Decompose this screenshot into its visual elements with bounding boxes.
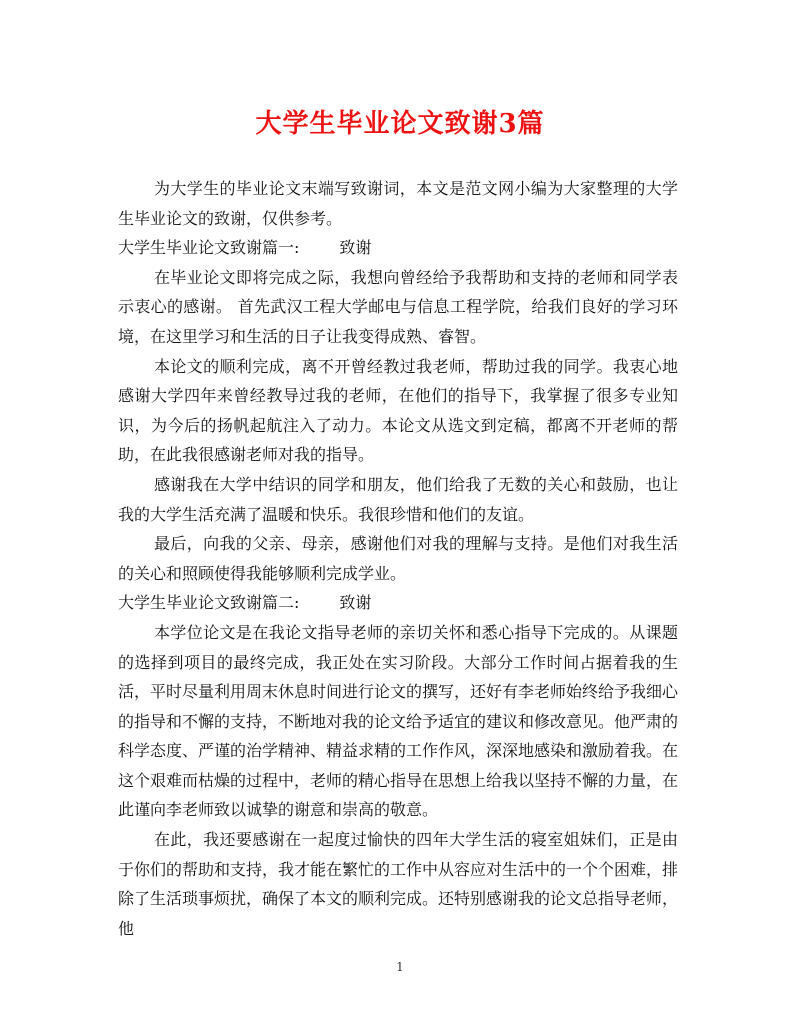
page-number: 1 [396,960,404,974]
section-1-paragraph: 最后，向我的父亲、母亲，感谢他们对我的理解与支持。是他们对我生活的关心和照顾使得我能够顺利完成学业。 [118,534,678,583]
document-title: 大学生毕业论文致谢3篇 [255,109,545,139]
section-1-paragraph: 本论文的顺利完成，离不开曾经教过我老师，帮助过我的同学。我衷心地感谢大学四年来曾经教导过我的老师，在他们的指导下，我掌握了很多专业知识，为今后的扬帆起航注入了动力。本论文从选文到定稿，都离不开老师的帮助，在此我很感谢老师对我的指导。 [118,356,678,465]
section-2-heading-line [118,588,678,618]
section-2-subtitle: 致谢 [339,593,372,613]
section-2-heading: 大学生毕业论文致谢篇二: [118,593,300,613]
section-1-paragraph: 在毕业论文即将完成之际，我想向曾经给予我帮助和支持的老师和同学表示衷心的感谢。 首先武汉工程大学邮电与信息工程学院，给我们良好的学习环境，在这里学习和生活的日子让我变得成熟、睿智。 [118,267,678,346]
section-1-heading-line [118,233,678,263]
section-1-subtitle: 致谢 [339,238,372,258]
intro-paragraph: 为大学生的毕业论文末端写致谢词，本文是范文网小编为大家整理的大学生毕业论文的致谢，仅供参考。 [118,179,678,228]
section-1-paragraph: 感谢我在大学中结识的同学和朋友，他们给我了无数的关心和鼓励，也让我的大学生活充满了温暖和快乐。我很珍惜和他们的友谊。 [118,474,678,524]
section-2-paragraph: 在此，我还要感谢在一起度过愉快的四年大学生活的寝室姐妹们，正是由于你们的帮助和支持，我才能在繁忙的工作中从容应对生活中的一个个困难，排除了生活琐事烦扰，确保了本文的顺利完成。还特别感谢我的论文总指导老师，他 [118,830,679,938]
section-2-paragraph: 本学位论文是在我论文指导老师的亲切关怀和悉心指导下完成的。从课题的选择到项目的最终完成，我正处在实习阶段。大部分工作时间占据着我的生活，平时尽量利用周末休息时间进行论文的撰写，还好有李老师始终给予我细心的指导和不懈的支持，不断地对我的论文给予适宜的建议和修改意见。他严肃的科学态度、严谨的治学精神、精益求精的工作作风，深深地感染和激励着我。在这个艰难而枯燥的过程中，老师的精心指导在思想上给我以坚持不懈的力量，在此谨向李老师致以诚挚的谢意和崇高的敬意。 [118,622,679,820]
section-1-heading: 大学生毕业论文致谢篇一: [118,238,300,258]
document-body [118,174,678,943]
